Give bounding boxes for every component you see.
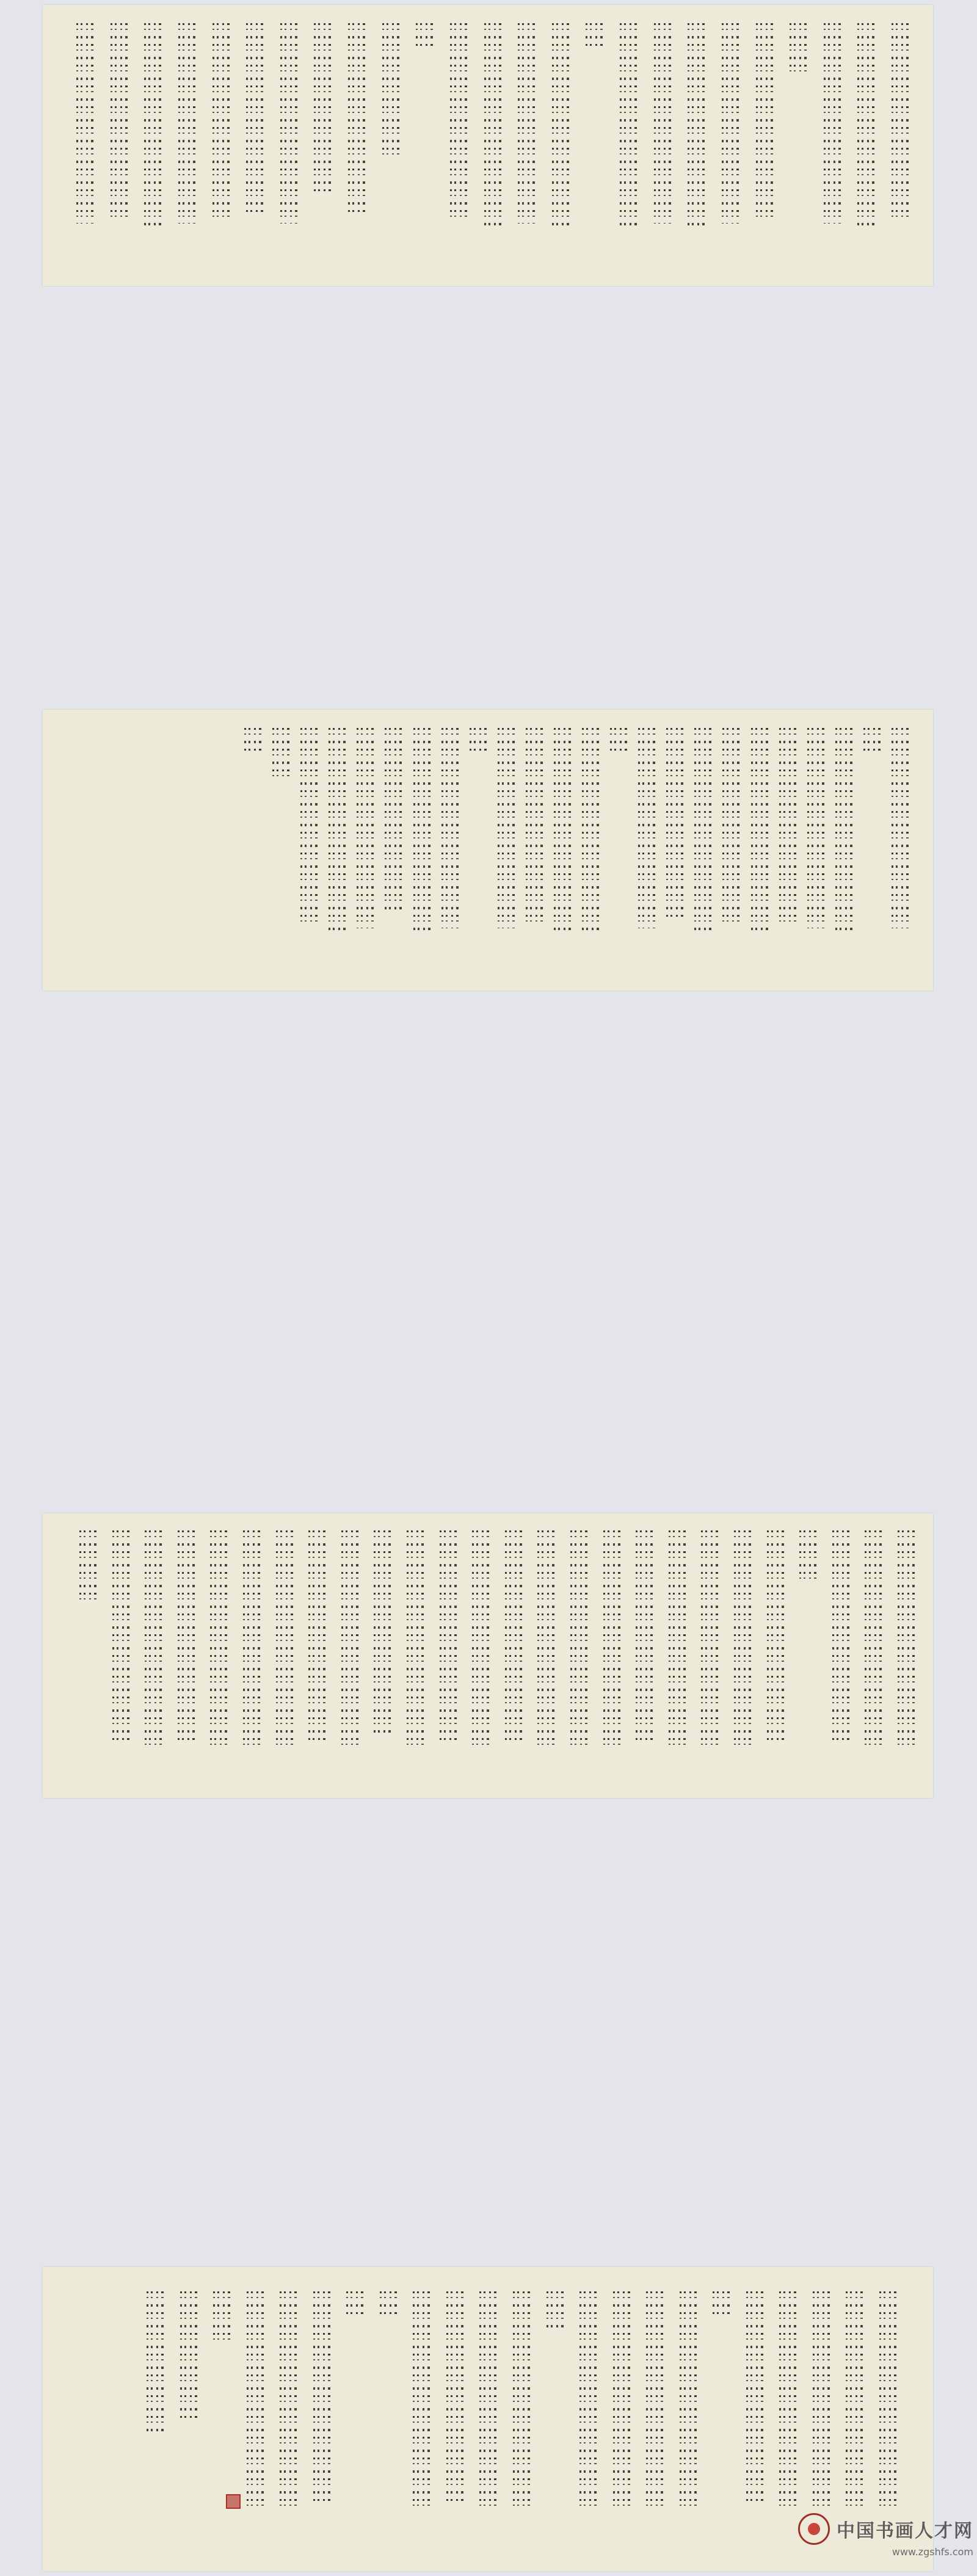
calligraphy-column xyxy=(857,23,874,231)
calligraphy-column xyxy=(348,23,365,214)
calligraphy-column xyxy=(756,23,773,219)
calligraphy-column xyxy=(722,23,739,224)
calligraphy-column xyxy=(441,728,459,928)
calligraphy-column xyxy=(308,1530,325,1741)
calligraphy-column xyxy=(243,1530,260,1751)
calligraphy-column xyxy=(799,1530,816,1581)
calligraphy-column xyxy=(111,23,128,219)
calligraphy-column xyxy=(666,728,683,919)
calligraphy-column xyxy=(636,1530,653,1741)
artist-seal-icon xyxy=(226,2494,241,2509)
calligraphy-column xyxy=(832,1530,849,1744)
calligraphy-column xyxy=(751,728,768,933)
calligraphy-sheet-3 xyxy=(43,1513,933,1798)
calligraphy-column xyxy=(579,2291,597,2512)
calligraphy-column xyxy=(280,23,297,224)
calligraphy-column xyxy=(79,1530,96,1606)
calligraphy-column xyxy=(246,23,263,214)
calligraphy-column xyxy=(385,728,402,914)
calligraphy-column xyxy=(547,2291,564,2332)
calligraphy-column xyxy=(767,1530,784,1741)
calligraphy-column xyxy=(638,728,655,928)
calligraphy-column xyxy=(479,2291,496,2512)
seal-logo-icon xyxy=(798,2513,830,2545)
calligraphy-column xyxy=(498,728,515,928)
calligraphy-column xyxy=(824,23,841,224)
calligraphy-column xyxy=(713,2291,730,2317)
calligraphy-column xyxy=(357,728,374,928)
calligraphy-column xyxy=(513,2291,530,2507)
calligraphy-column xyxy=(440,1530,457,1741)
calligraphy-column xyxy=(846,2291,863,2512)
calligraphy-column xyxy=(144,23,161,228)
calligraphy-column xyxy=(145,1530,162,1746)
calligraphy-column xyxy=(300,728,318,923)
calligraphy-column xyxy=(244,728,261,752)
calligraphy-column xyxy=(586,23,603,48)
calligraphy-column xyxy=(416,23,433,48)
calligraphy-column xyxy=(247,2291,264,2512)
calligraphy-column xyxy=(807,728,824,928)
calligraphy-column xyxy=(329,728,346,933)
calligraphy-column xyxy=(552,23,569,228)
calligraphy-column xyxy=(450,23,467,219)
calligraphy-column xyxy=(272,728,289,777)
calligraphy-column xyxy=(380,2291,397,2317)
calligraphy-column xyxy=(413,2291,430,2507)
calligraphy-column xyxy=(680,2291,697,2507)
calligraphy-column xyxy=(813,2291,830,2507)
calligraphy-column xyxy=(892,728,909,928)
calligraphy-column xyxy=(382,23,399,158)
calligraphy-column xyxy=(879,2291,896,2507)
calligraphy-column xyxy=(470,728,487,752)
calligraphy-column xyxy=(537,1530,554,1746)
calligraphy-column xyxy=(178,1530,195,1741)
calligraphy-column xyxy=(654,23,671,224)
calligraphy-column xyxy=(178,23,195,224)
calligraphy-sheet-1 xyxy=(43,5,933,286)
calligraphy-column xyxy=(276,1530,293,1746)
calligraphy-column xyxy=(613,2291,630,2507)
calligraphy-column xyxy=(413,728,430,933)
calligraphy-column xyxy=(646,2291,663,2512)
calligraphy-column xyxy=(472,1530,489,1746)
calligraphy-column xyxy=(280,2291,297,2507)
calligraphy-column xyxy=(484,23,501,228)
calligraphy-column xyxy=(620,23,637,228)
calligraphy-column xyxy=(669,1530,686,1746)
site-watermark xyxy=(798,2513,973,2558)
calligraphy-column xyxy=(505,1530,522,1744)
watermark-site-name: 中国书画人才网 xyxy=(837,2520,973,2542)
calligraphy-column xyxy=(603,1530,620,1746)
calligraphy-column xyxy=(779,728,796,923)
calligraphy-column xyxy=(346,2291,363,2317)
calligraphy-column xyxy=(313,2291,330,2501)
calligraphy-column xyxy=(582,728,599,933)
calligraphy-column xyxy=(863,728,881,752)
calligraphy-column xyxy=(865,1530,882,1751)
calligraphy-column xyxy=(446,2291,463,2501)
calligraphy-column xyxy=(374,1530,391,1736)
calligraphy-column xyxy=(407,1530,424,1746)
calligraphy-column xyxy=(212,23,230,219)
calligraphy-column xyxy=(835,728,852,933)
calligraphy-column xyxy=(722,728,739,923)
calligraphy-column xyxy=(746,2291,763,2501)
calligraphy-column xyxy=(610,728,627,752)
calligraphy-column xyxy=(554,728,571,933)
calligraphy-column xyxy=(341,1530,358,1746)
watermark-site-url: www.zgshfs.com xyxy=(892,2546,973,2558)
calligraphy-column xyxy=(701,1530,718,1751)
calligraphy-column xyxy=(518,23,535,224)
calligraphy-column xyxy=(688,23,705,228)
calligraphy-column xyxy=(314,23,331,194)
calligraphy-column xyxy=(790,23,807,72)
calligraphy-column xyxy=(898,1530,915,1746)
calligraphy-column xyxy=(180,2291,197,2420)
calligraphy-column xyxy=(526,728,543,923)
calligraphy-column xyxy=(779,2291,796,2512)
calligraphy-column xyxy=(570,1530,587,1751)
calligraphy-column xyxy=(694,728,711,933)
calligraphy-column xyxy=(892,23,909,219)
calligraphy-column xyxy=(210,1530,227,1746)
calligraphy-column xyxy=(213,2291,230,2343)
calligraphy-column xyxy=(734,1530,751,1746)
calligraphy-column xyxy=(112,1530,129,1741)
calligraphy-column xyxy=(76,23,93,224)
calligraphy-sheet-2 xyxy=(43,710,933,991)
calligraphy-column xyxy=(147,2291,164,2432)
